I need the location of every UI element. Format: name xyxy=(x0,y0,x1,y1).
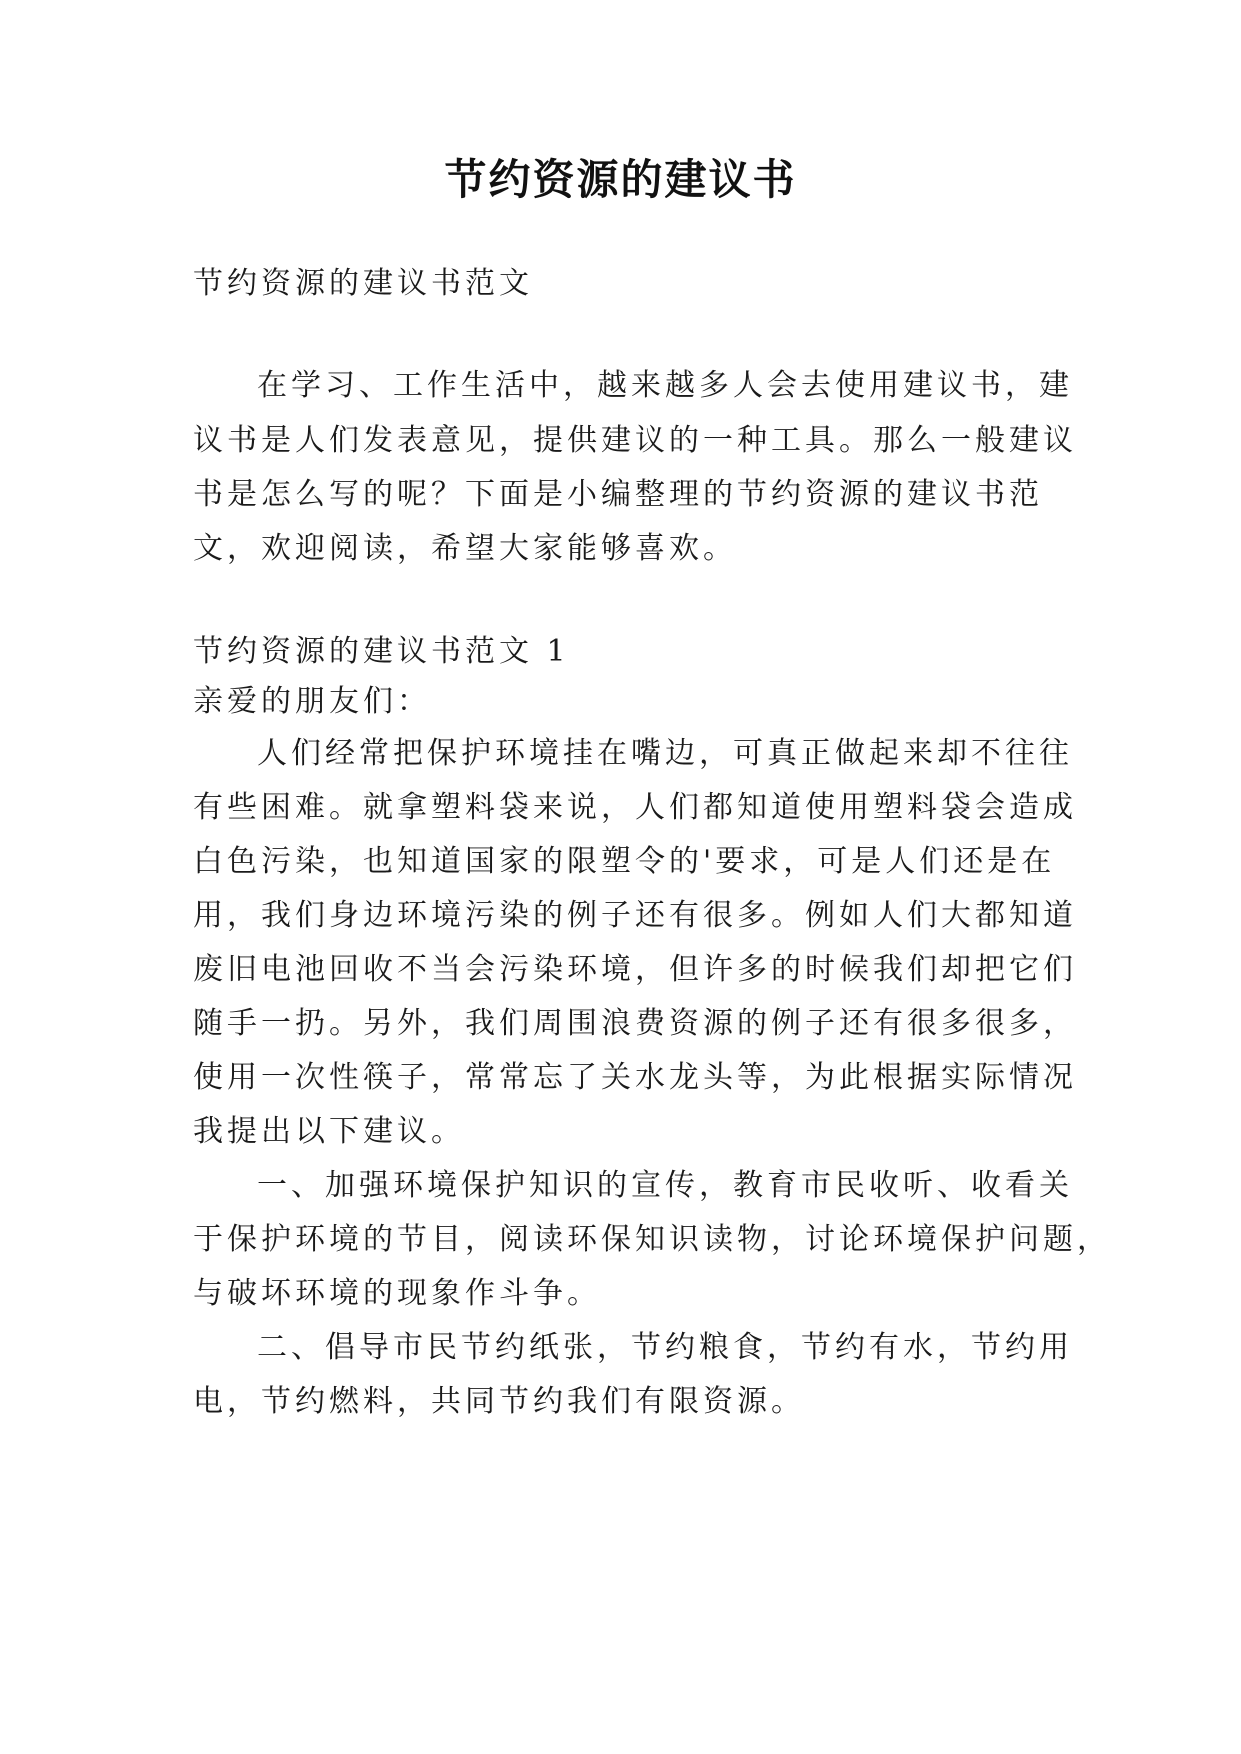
body-line: 用，我们身边环境污染的例子还有很多。例如人们大都知道 xyxy=(193,898,1077,933)
intro-line: 书是怎么写的呢？下面是小编整理的节约资源的建议书范 xyxy=(193,477,1043,512)
point-two-line: 二、倡导市民节约纸张，节约粮食，节约有水，节约用 xyxy=(257,1330,1073,1365)
point-one-line: 于保护环境的节目，阅读环保知识读物，讨论环境保护问题， xyxy=(193,1222,1111,1257)
point-two-line: 电，节约燃料，共同节约我们有限资源。 xyxy=(193,1384,805,1419)
body-line: 白色污染，也知道国家的限塑令的'要求，可是人们还是在 xyxy=(193,844,1056,879)
section-heading: 节约资源的建议书范文 1 xyxy=(193,634,570,669)
body-line: 我提出以下建议。 xyxy=(193,1114,465,1149)
intro-line: 在学习、工作生活中，越来越多人会去使用建议书，建 xyxy=(257,368,1073,403)
intro-line: 文，欢迎阅读，希望大家能够喜欢。 xyxy=(193,531,737,566)
body-line: 随手一扔。另外，我们周围浪费资源的例子还有很多很多， xyxy=(193,1006,1077,1041)
subtitle: 节约资源的建议书范文 xyxy=(193,266,533,301)
document-title: 节约资源的建议书 xyxy=(444,155,797,204)
body-line: 人们经常把保护环境挂在嘴边，可真正做起来却不往往 xyxy=(257,736,1073,771)
intro-line: 议书是人们发表意见，提供建议的一种工具。那么一般建议 xyxy=(193,423,1077,458)
body-line: 废旧电池回收不当会污染环境，但许多的时候我们却把它们 xyxy=(193,952,1077,987)
point-one-line: 一、加强环境保护知识的宣传，教育市民收听、收看关 xyxy=(257,1168,1073,1203)
body-line: 有些困难。就拿塑料袋来说，人们都知道使用塑料袋会造成 xyxy=(193,790,1077,825)
body-line: 使用一次性筷子，常常忘了关水龙头等，为此根据实际情况 xyxy=(193,1060,1077,1095)
point-one-line: 与破坏环境的现象作斗争。 xyxy=(193,1276,601,1311)
salutation: 亲爱的朋友们： xyxy=(193,684,431,719)
